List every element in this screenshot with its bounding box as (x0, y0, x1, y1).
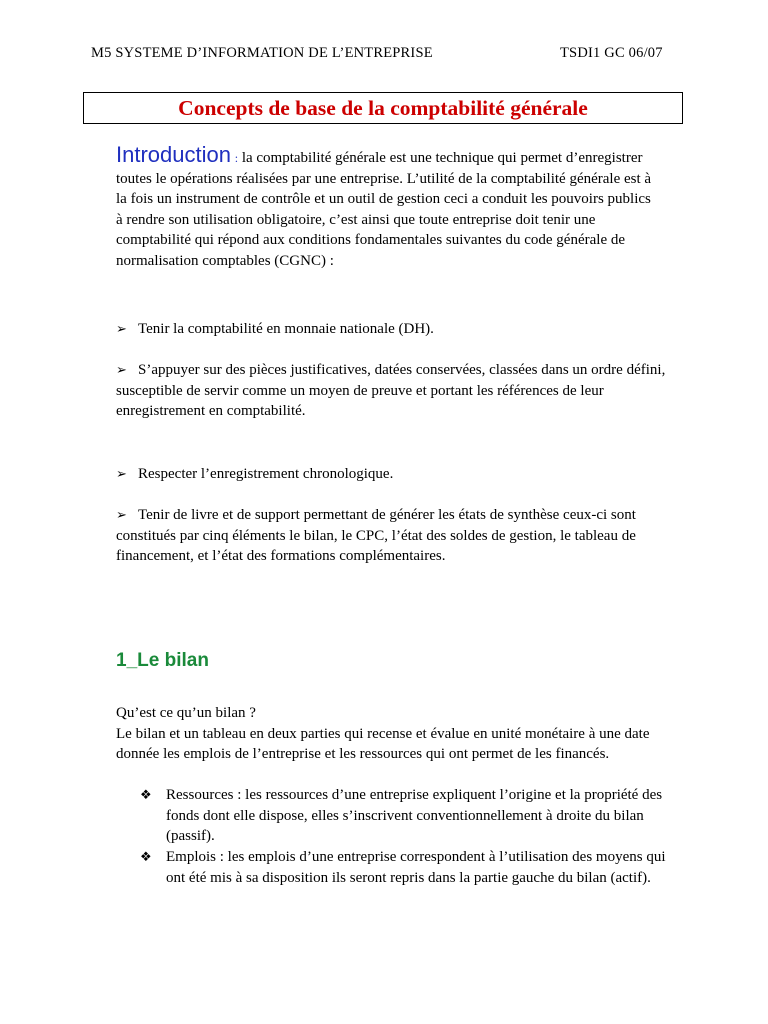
list-item (116, 464, 671, 485)
intro-paragraph (116, 142, 661, 272)
list-item-text: S’appuyer sur des pièces justificatives, datées conservées, classées dans un ordre défini, susceptible de servir comme un moyen de preuve et portant les références de leur enregistrement en comptabilité. (116, 362, 666, 420)
list-item-text: Tenir la comptabilité en monnaie nationale (DH). (138, 321, 434, 337)
bilan-definition (116, 703, 671, 765)
intro-body: d’enregistrer toutes le opérations réalisées par une entreprise. L’utilité de la comptabilité générale est à la fois un instrument de contrôle et un outil de gestion ceci a conduit les pouvoirs publics à rendre son utilisation obligatoire, c’est ainsi que toute entreprise doit tenir une comptabilité qui répond aux conditions fondamentales suivantes du code générale de normalisation comptables (CGNC) : (116, 150, 652, 269)
header-course-title: M5 SYSTEME D’INFORMATION DE L’ENTREPRISE (91, 45, 433, 61)
section-title: 1_Le bilan (116, 650, 209, 671)
diamond-bullet-icon: ❖ (140, 849, 152, 864)
bilan-question: Qu’est ce qu’un bilan ? (116, 705, 256, 721)
list-item-text: Respecter l’enregistrement chronologique. (138, 466, 394, 482)
bilan-definition-text: Le bilan et un tableau en deux parties qui recense et évalue en unité monétaire à une date donnée les emplois de l’entreprise et les ressources qui ont permet de les financés. (116, 725, 650, 763)
list-item-text: Emplois : les emplois d’une entreprise correspondent à l’utilisation des moyens qui ont été mis à sa disposition ils seront repris dans la partie gauche du bilan (actif). (166, 849, 666, 886)
list-item (140, 785, 680, 845)
list-item (116, 360, 671, 422)
list-item (140, 847, 680, 886)
intro-heading: Introduction (116, 142, 231, 167)
diamond-bullet-icon: ❖ (140, 787, 152, 802)
arrow-bullet-icon: ➢ (116, 362, 127, 377)
intro-first-line: la comptabilité générale est une technique qui permet (241, 150, 563, 166)
list-item (116, 319, 671, 340)
list-item-text: Ressources : les ressources d’une entreprise expliquent l’origine et la propriété des fonds dont elle dispose, elles s’inscrivent conventionnellement à droite du bilan (passif). (166, 787, 663, 845)
list-item-text: Tenir de livre et de support permettant de générer les états de synthèse ceux-ci sont constitués par cinq éléments le bilan, le CPC, l’état des soldes de gestion, le tableau de financement, et l’état des formations complémentaires. (116, 507, 636, 565)
arrow-bullet-icon: ➢ (116, 507, 127, 522)
list-item (116, 505, 656, 567)
document-title: Concepts de base de la comptabilité générale (83, 92, 683, 124)
arrow-bullet-icon: ➢ (116, 466, 127, 481)
intro-separator: : (234, 151, 239, 165)
arrow-bullet-icon: ➢ (116, 321, 127, 336)
header-class-code: TSDI1 GC 06/07 (560, 45, 663, 61)
